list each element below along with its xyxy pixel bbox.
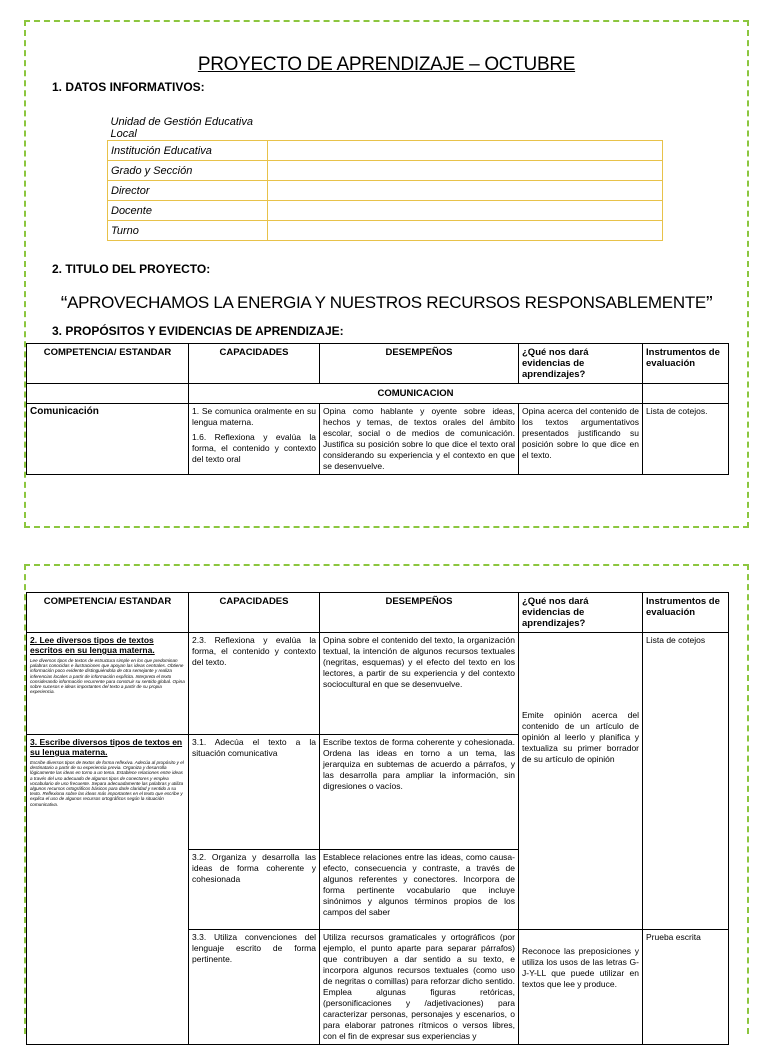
info-row bbox=[108, 181, 663, 201]
info-value bbox=[268, 141, 663, 161]
header-capacidades: CAPACIDADES bbox=[189, 344, 320, 384]
desempeno-cell: Establece relaciones entre las ideas, como causa- efecto, consecuencia y contraste, a través de algunos referentes y conectores. Incorpora de forma pertinente vocabulario que incluye sinónimos y algunos términos propios de los campos del saber bbox=[320, 850, 519, 930]
table-1-clip bbox=[26, 343, 728, 480]
document-title: PROYECTO DE APRENDIZAJE – OCTUBRE bbox=[197, 54, 576, 75]
instrumento-cell: Lista de cotejos. bbox=[643, 404, 729, 475]
info-row bbox=[108, 141, 663, 161]
table-row bbox=[27, 633, 729, 735]
table-header-row bbox=[27, 593, 729, 633]
info-label: Turno bbox=[108, 221, 268, 241]
info-value bbox=[268, 161, 663, 181]
capacidad-item: 1. Se comunica oralmente en su lengua materna. bbox=[192, 406, 316, 427]
header-evidencias: ¿Qué nos dará evidencias de aprendizajes? bbox=[519, 344, 643, 384]
instrumento-cell: Prueba escrita bbox=[643, 930, 729, 1045]
header-competencia: COMPETENCIA/ ESTANDAR bbox=[27, 344, 189, 384]
project-title bbox=[26, 293, 747, 316]
capacidades-cell bbox=[189, 404, 320, 475]
competencia-cell bbox=[27, 735, 189, 1045]
table-row bbox=[27, 404, 729, 475]
desempeno-cell: Opina sobre el contenido del texto, la organización textual, la intención de algunos recursos textuales (negritas, esquemas) y el efecto del texto en los lectores, a partir de su experiencia y del contexto sociocultural en que se desenvuelve. bbox=[320, 633, 519, 735]
desempeno-cell: Opina como hablante y oyente sobre ideas, hechos y temas, de textos orales del ámbito escolar, social o de medios de comunicación. Justifica su posición sobre lo que dice el texto oral considerando su experiencia y el contexto en que se desenvuelve. bbox=[320, 404, 519, 475]
info-label: Director bbox=[108, 181, 268, 201]
desempeno-cell: Escribe textos de forma coherente y cohesionada. Ordena las ideas en torno a un tema, las jerarquiza en subtemas de acuerdo a párrafos, y las desarrolla para ampliar la información, sin digresiones o vacíos. bbox=[320, 735, 519, 850]
info-label: Unidad de Gestión Educativa Local bbox=[110, 116, 253, 140]
section-2-heading: 2. TITULO DEL PROYECTO: bbox=[52, 262, 211, 276]
capacidades-cell: 3.2. Organiza y desarrolla las ideas de forma coherente y cohesionada bbox=[189, 850, 320, 930]
header-instrumentos: Instrumentos de evaluación bbox=[643, 593, 729, 633]
evidencia-cell: Reconoce las preposiciones y utiliza los usos de las letras G-J-Y-LL que puede utilizar en textos que lee y produce. bbox=[519, 930, 643, 1045]
header-desempenos: DESEMPEÑOS bbox=[320, 344, 519, 384]
section-row bbox=[27, 384, 729, 404]
info-value bbox=[268, 221, 663, 241]
close-quote: ” bbox=[705, 293, 713, 315]
desempeno-cell: Utiliza recursos gramaticales y ortográficos (por ejemplo, el punto aparte para separar párrafos) que contribuyen a dar sentido a su texto, e incorpora algunos recursos textuales (como uso de negritas o comillas) para reforzar dicho sentido. Emplea algunas figuras retóricas, (personificaciones y /adjetivaciones) para caracterizar personas, personajes y escenarios, o para elaborar patrones rítmicos o versos libres, con el fin de expresar sus experiencias y bbox=[320, 930, 519, 1045]
info-label: Docente bbox=[108, 201, 268, 221]
purposes-table-1 bbox=[26, 343, 729, 475]
info-row bbox=[108, 221, 663, 241]
project-title-text: APROVECHAMOS LA ENERGIA Y NUESTROS RECURSOS RESPONSABLEMENTE bbox=[67, 293, 706, 312]
capacidad-item: 1.6. Reflexiona y evalúa la forma, el contenido y contexto del texto oral bbox=[192, 432, 316, 464]
table-header-row bbox=[27, 344, 729, 384]
header-desempenos: DESEMPEÑOS bbox=[320, 593, 519, 633]
competencia-desc: Escribe diversos tipos de textos de forma reflexiva. Adecúa al propósito y el destinatario a partir de su experiencia previa. Organiza y desarrolla lógicamente las ideas en torno a un tema. Establece relaciones entre ideas a través del uso adecuado de algunos tipos de conectores y emplea vocabulario de uso frecuente. Separa adecuadamente las palabras y utiliza algunos recursos ortográficos básicos para darle claridad y sentido a su texto. Reflexiona sobre las ideas más importantes en el texto que escribe y explica el uso de algunos recursos ortográficos según la situación comunicativa. bbox=[30, 760, 184, 807]
purposes-table-2 bbox=[26, 592, 729, 1045]
section-label: COMUNICACION bbox=[189, 384, 643, 404]
info-label: Institución Educativa bbox=[108, 141, 268, 161]
section-3-heading: 3. PROPÓSITOS Y EVIDENCIAS DE APRENDIZAJE: bbox=[52, 324, 344, 338]
header-capacidades: CAPACIDADES bbox=[189, 593, 320, 633]
info-label: Grado y Sección bbox=[108, 161, 268, 181]
competencia-desc: Lee diversos tipos de textos de estructura simple en los que predominan palabras conocidas e ilustraciones que apoyan las ideas centrales. Obtiene información poco evidente distinguiéndola de otra semejante y realiza inferencias locales a partir de información explícita. Interpreta el texto considerando información recurrente para construir su sentido global. Opina sobre sucesos e ideas importantes del texto a partir de su propia experiencia. bbox=[30, 658, 185, 695]
capacidades-cell: 3.3. Utiliza convenciones del lenguaje escrito de forma pertinente. bbox=[189, 930, 320, 1045]
capacidades-cell: 3.1. Adecúa el texto a la situación comunicativa bbox=[189, 735, 320, 850]
section-1-heading: 1. DATOS INFORMATIVOS: bbox=[52, 80, 205, 94]
header-instrumentos: Instrumentos de evaluación bbox=[643, 344, 729, 384]
evidencia-cell: Emite opinión acerca del contenido de un artículo de opinión al leerlo y planifica y textualiza su primer borrador de su artículo de opinión bbox=[519, 633, 643, 930]
info-table bbox=[107, 112, 663, 241]
evidencia-cell: Opina acerca del contenido de los textos argumentativos presentados justificando su posición sobre lo que dice en el texto. bbox=[519, 404, 643, 475]
info-value bbox=[268, 181, 663, 201]
instrumento-cell: Lista de cotejos bbox=[643, 633, 729, 930]
competencia-cell bbox=[27, 633, 189, 735]
info-row bbox=[108, 112, 663, 141]
competencia-title: 3. Escribe diversos tipos de textos en su lengua materna. bbox=[30, 737, 183, 757]
info-row bbox=[108, 201, 663, 221]
header-competencia: COMPETENCIA/ ESTANDAR bbox=[27, 593, 189, 633]
open-quote: “ bbox=[60, 293, 68, 315]
info-row bbox=[108, 161, 663, 181]
capacidades-cell: 2.3. Reflexiona y evalúa la forma, el contenido y contexto del texto. bbox=[189, 633, 320, 735]
info-value bbox=[268, 112, 663, 141]
info-value bbox=[268, 201, 663, 221]
table-2-clip bbox=[26, 592, 728, 1041]
competencia-cell: Comunicación bbox=[27, 404, 189, 475]
header-evidencias: ¿Qué nos dará evidencias de aprendizajes? bbox=[519, 593, 643, 633]
competencia-title: 2. Lee diversos tipos de textos escritos en su lengua materna. bbox=[30, 635, 155, 655]
